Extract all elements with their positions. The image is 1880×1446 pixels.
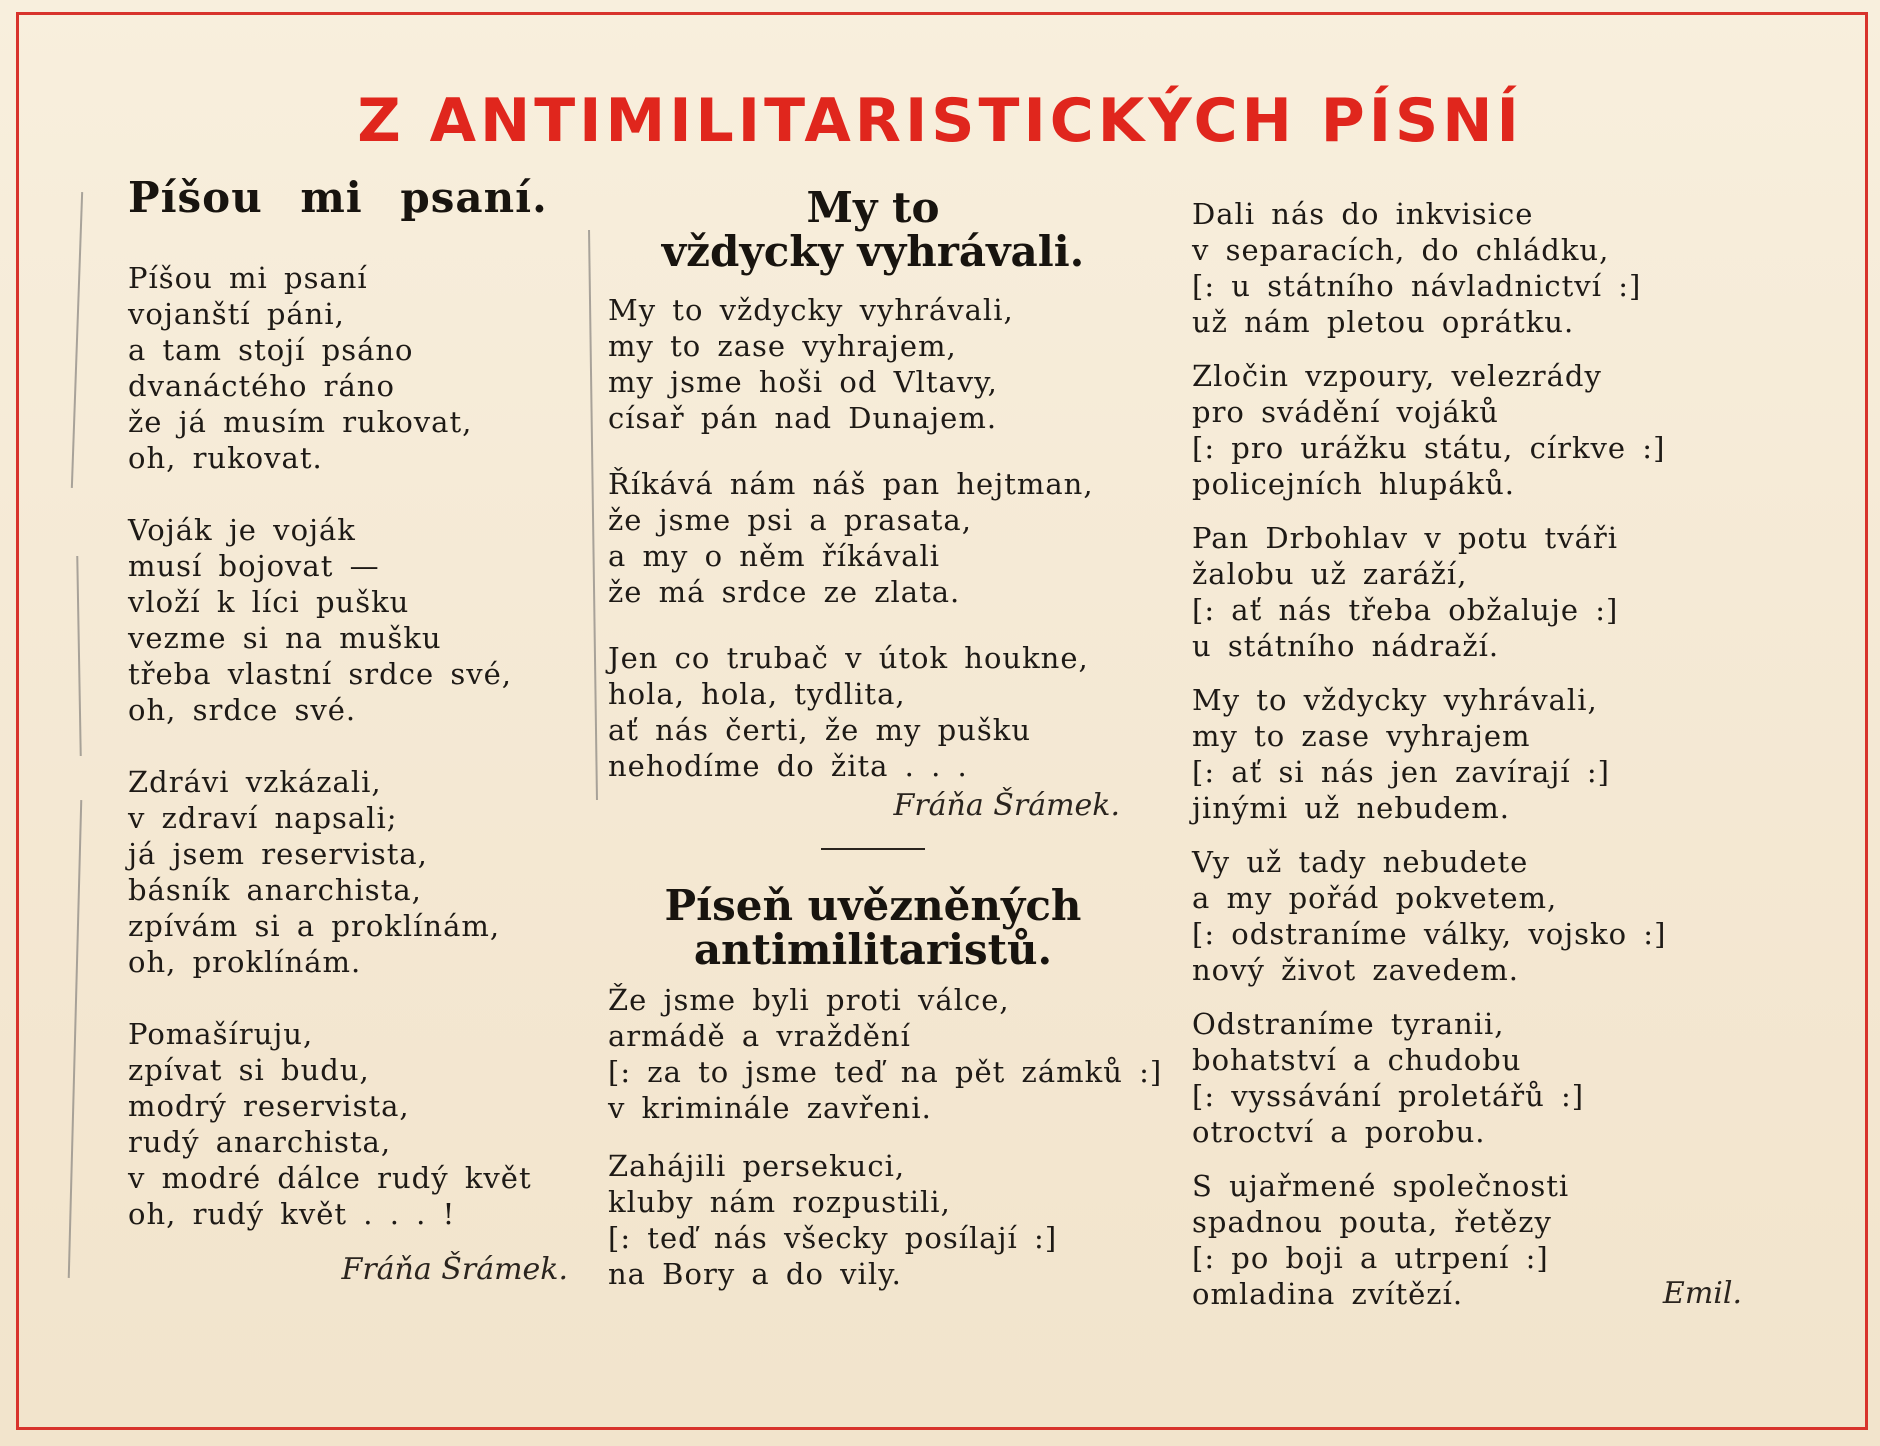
poem-line: v kriminále zavřeni. <box>608 1091 932 1125</box>
poem-line: armádě a vraždění <box>608 1019 911 1053</box>
poem-my-to-vzdycky-vyhravali <box>608 183 1163 1292</box>
poem-line: Odstraníme tyranii, <box>1192 1007 1505 1041</box>
poem-line: my to zase vyhrajem, <box>608 329 957 363</box>
poem-line: Zahájili persekuci, <box>608 1149 906 1183</box>
poem-line: [: u státního návladnictví :] <box>1192 269 1642 303</box>
poem-line: třeba vlastní srdce své, <box>128 657 512 691</box>
poem-line: císař pán nad Dunajem. <box>608 401 998 435</box>
poem-continuation <box>1192 196 1752 1312</box>
poem-line: [: ať si nás jen zavírají :] <box>1192 755 1610 789</box>
poem-line: [: za to jsme teď na pět zámků :] <box>608 1055 1163 1089</box>
poem-line: zpívám si a proklínám, <box>128 909 501 943</box>
poem-line: [: po boji a utrpení :] <box>1192 1241 1549 1275</box>
poem-line: Pan Drbohlav v potu tváři <box>1192 521 1619 555</box>
poem-line: už nám pletou oprátku. <box>1192 305 1575 339</box>
stanza <box>608 1148 1138 1292</box>
poem-line: oh, srdce své. <box>128 693 357 727</box>
poem-line: na Bory a do vily. <box>608 1257 902 1291</box>
poem-line: žalobu už zaráží, <box>1192 557 1468 591</box>
poem-title-line: antimilitaristů. <box>693 925 1053 974</box>
poem-author: Fráňa Šrámek. <box>893 788 1120 823</box>
poem-line: vojanští páni, <box>128 297 345 331</box>
poem-line: Píšou mi psaní <box>128 261 368 295</box>
poem-line: [: vyssávání proletářů :] <box>1192 1079 1585 1113</box>
poem-line: že jsme psi a prasata, <box>608 503 972 537</box>
poem-line: oh, proklínám. <box>128 945 362 979</box>
stanza <box>128 512 588 728</box>
poem-line: že já musím rukovat, <box>128 405 473 439</box>
stanza <box>1192 520 1752 664</box>
poem-line: modrý reservista, <box>128 1089 410 1123</box>
poem-line: nehodíme do žita . . . <box>608 749 968 783</box>
poem-line: a tam stojí psáno <box>128 333 414 367</box>
poem-line: u státního nádraží. <box>1192 629 1500 663</box>
poem-line: Jen co trubač v útok houkne, <box>608 641 1089 675</box>
poem-line: pro svádění vojáků <box>1192 395 1499 429</box>
poem-line: [: pro urážku státu, církve :] <box>1192 431 1666 465</box>
poem-line: Dali nás do inkvisice <box>1192 197 1534 231</box>
poem-line: kluby nám rozpustili, <box>608 1185 951 1219</box>
stanza <box>608 640 1138 784</box>
stanza <box>1192 196 1752 340</box>
poem-line: v modré dálce rudý květ <box>128 1161 532 1195</box>
poem-line: že má srdce ze zlata. <box>608 575 961 609</box>
poem-line: [: teď nás všecky posílají :] <box>608 1221 1058 1255</box>
poem-line: my jsme hoši od Vltavy, <box>608 365 998 399</box>
poem-line: Zdrávi vzkázali, <box>128 765 382 799</box>
poem-line: v separacích, do chládku, <box>1192 233 1610 267</box>
poem-line: ať nás čerti, že my pušku <box>608 713 1031 747</box>
poem-line: [: odstraníme války, vojsko :] <box>1192 917 1667 951</box>
poem-line: policejních hlupáků. <box>1192 467 1516 501</box>
poem-author: Emil. <box>1662 1276 1742 1311</box>
poem-line: v zdraví napsali; <box>128 801 398 835</box>
poem-line: otroctví a porobu. <box>1192 1115 1486 1149</box>
poem-pisou-mi-psani <box>128 173 588 1288</box>
poem-line: vloží k líci pušku <box>128 585 410 619</box>
stanza <box>1192 358 1752 502</box>
poem-title-line: vždycky vyhrávali. <box>661 227 1085 276</box>
poem-line: Pomašíruju, <box>128 1017 314 1051</box>
poem-line: Voják je voják <box>128 513 356 547</box>
poem-line: hola, hola, tydlita, <box>608 677 906 711</box>
poem-title-line: Píseň uvězněných <box>664 881 1082 930</box>
poem-line: oh, rudý květ . . . ! <box>128 1197 456 1231</box>
poem-line: spadnou pouta, řetězy <box>1192 1205 1552 1239</box>
stanza <box>608 466 1138 610</box>
stanza <box>608 982 1163 1126</box>
poem-line: nový život zavedem. <box>1192 953 1519 987</box>
page-title: Z ANTIMILITARISTICKÝCH PÍSNÍ <box>357 86 1523 156</box>
poem-line: jinými už nebudem. <box>1192 791 1511 825</box>
stanza <box>608 292 1138 436</box>
stanza <box>1192 682 1752 826</box>
poem-line: musí bojovat — <box>128 549 380 583</box>
poem-line: básník anarchista, <box>128 873 422 907</box>
poem-line: dvanáctého ráno <box>128 369 395 403</box>
poem-line: bohatství a chudobu <box>1192 1043 1522 1077</box>
poem-title-line: My to <box>806 183 940 232</box>
poem-line: oh, rukovat. <box>128 441 323 475</box>
stanza <box>128 1016 588 1232</box>
poem-line: My to vždycky vyhrávali, <box>1192 683 1598 717</box>
poem-line: a my pořád pokvetem, <box>1192 881 1558 915</box>
poem-line: Že jsme byli proti válce, <box>608 983 1010 1017</box>
stanza <box>128 764 588 980</box>
poem-line: omladina zvítězí. <box>1192 1277 1464 1311</box>
stanza <box>1192 844 1752 988</box>
poem-line: Říkává nám náš pan hejtman, <box>608 467 1094 501</box>
poem-line: Vy už tady nebudete <box>1192 845 1529 879</box>
poem-line: [: ať nás třeba obžaluje :] <box>1192 593 1619 627</box>
poem-line: S ujařmené společnosti <box>1192 1169 1570 1203</box>
poem-line: vezme si na mušku <box>128 621 442 655</box>
stanza <box>1192 1006 1752 1150</box>
poem-line: rudý anarchista, <box>128 1125 392 1159</box>
stanza <box>128 260 588 476</box>
poem-line: Zločin vzpoury, velezrády <box>1192 359 1602 393</box>
poem-line: a my o něm říkávali <box>608 539 941 573</box>
poem-title: Píšou mi psaní. <box>128 173 548 222</box>
poem-line: já jsem reservista, <box>128 837 428 871</box>
poem-line: zpívat si budu, <box>128 1053 370 1087</box>
poem-author: Fráňa Šrámek. <box>341 1252 568 1287</box>
poem-line: my to zase vyhrajem <box>1192 719 1531 753</box>
poem-line: My to vždycky vyhrávali, <box>608 293 1014 327</box>
